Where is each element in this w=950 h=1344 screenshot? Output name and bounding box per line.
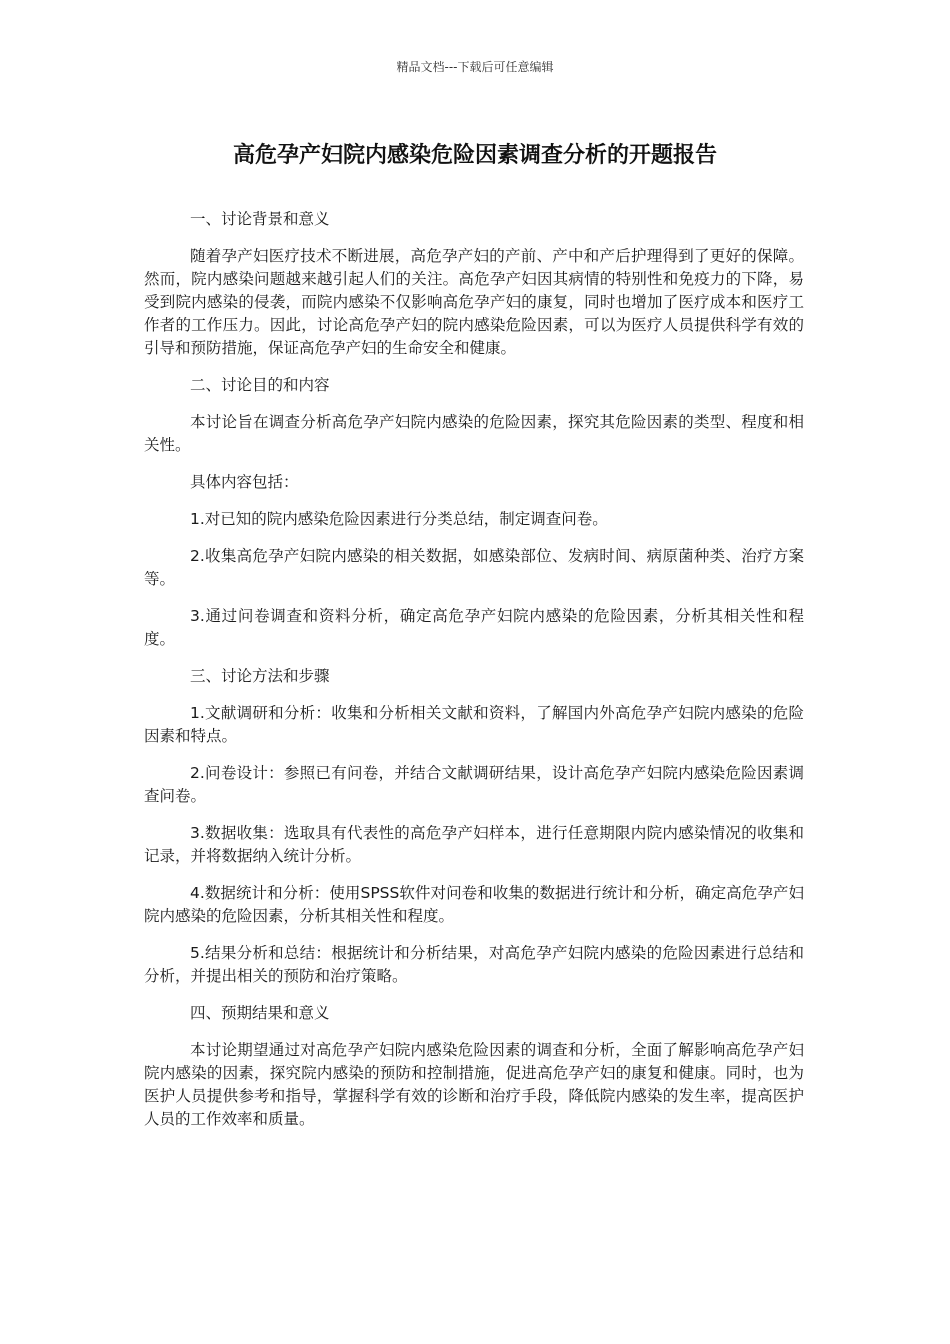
paragraph-content-intro: 具体内容包括： [190, 473, 299, 491]
section-heading-purpose: 二、讨论目的和内容 [190, 376, 330, 394]
paragraph-purpose: 本讨论旨在调查分析高危孕产妇院内感染的危险因素，探究其危险因素的类型、程度和相关性。 [144, 413, 804, 454]
paragraph-background: 随着孕产妇医疗技术不断进展，高危孕产妇的产前、产中和产后护理得到了更好的保障。然而，院内感染问题越来越引起人们的关注。高危孕产妇因其病情的特别性和免疫力的下降，易受到院内感染的侵袭，而院内感染不仅影响高危孕产妇的康复，同时也增加了医疗成本和医疗工作者的工作压力。因此，讨论高危孕产妇的院内感染危险因素，可以为医疗人员提供科学有效的引导和预防措施，保证高危孕产妇的生命安全和健康。 [144, 247, 804, 357]
method-item-1: 1.文献调研和分析：收集和分析相关文献和资料，了解国内外高危孕产妇院内感染的危险因素和特点。 [144, 704, 804, 745]
method-item-5: 5.结果分析和总结：根据统计和分析结果，对高危孕产妇院内感染的危险因素进行总结和分析，并提出相关的预防和治疗策略。 [144, 944, 804, 985]
section-heading-expected: 四、预期结果和意义 [190, 1004, 330, 1022]
content-item-2: 2.收集高危孕产妇院内感染的相关数据，如感染部位、发病时间、病原菌种类、治疗方案等。 [144, 547, 804, 588]
section-heading-background: 一、讨论背景和意义 [190, 210, 330, 228]
content-item-3: 3.通过问卷调查和资料分析，确定高危孕产妇院内感染的危险因素，分析其相关性和程度。 [144, 607, 804, 648]
section-heading-methods: 三、讨论方法和步骤 [190, 667, 330, 685]
paragraph-expected: 本讨论期望通过对高危孕产妇院内感染危险因素的调查和分析，全面了解影响高危孕产妇院内感染的因素，探究院内感染的预防和控制措施，促进高危孕产妇的康复和健康。同时，也为医护人员提供参考和指导，掌握科学有效的诊断和治疗手段，降低院内感染的发生率，提高医护人员的工作效率和质量。 [144, 1041, 804, 1128]
method-item-4: 4.数据统计和分析：使用SPSS软件对问卷和收集的数据进行统计和分析，确定高危孕产妇院内感染的危险因素，分析其相关性和程度。 [144, 884, 804, 925]
method-item-3: 3.数据收集：选取具有代表性的高危孕产妇样本，进行任意期限内院内感染情况的收集和记录，并将数据纳入统计分析。 [144, 824, 804, 865]
header-note: 精品文档---下载后可任意编辑 [396, 60, 554, 74]
content-item-1: 1.对已知的院内感染危险因素进行分类总结，制定调查问卷。 [190, 510, 608, 528]
document-title: 高危孕产妇院内感染危险因素调查分析的开题报告 [232, 143, 717, 168]
method-item-2: 2.问卷设计：参照已有问卷，并结合文献调研结果，设计高危孕产妇院内感染危险因素调查问卷。 [144, 764, 804, 805]
document-body [144, 208, 804, 1145]
